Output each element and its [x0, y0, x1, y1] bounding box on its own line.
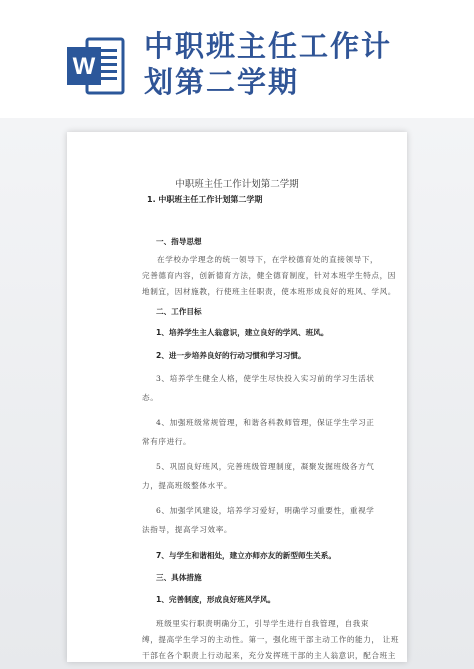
- word-document-icon: [65, 35, 127, 97]
- document-subtitle: 1. 中职班主任工作计划第二学期: [147, 195, 263, 204]
- list-item: 7、与学生和谐相处，建立亦师亦友的新型师生关系。: [156, 551, 336, 560]
- list-item-continuation: 常有序进行。: [142, 437, 192, 446]
- paragraph-line: 缚，提高学生学习的主动性。第一，强化班干部主动工作的能力， 让班: [142, 635, 400, 644]
- list-item: 4、加强班级常规管理，和谐各科教师管理，保证学生学习正: [156, 418, 375, 427]
- paragraph-line: 地制宜，因材施教，行使班主任职责，使本班形成良好的班风、学风。: [142, 287, 397, 296]
- paragraph-line: 班级里实行职责明确分工，引导学生进行自我管理，自我束: [156, 619, 370, 628]
- banner: [0, 0, 474, 118]
- document-title: 中职班主任工作计划第二学期: [175, 179, 299, 190]
- logo-letter: W: [72, 53, 96, 80]
- banner-title-line-1: 中职班主任工作计: [144, 29, 393, 63]
- section-heading: 二、工作目标: [156, 307, 202, 316]
- document-page: [67, 132, 407, 662]
- paragraph-line: 完善德育内容，创新德育方法，健全德育制度，针对本班学生特点，因: [142, 271, 397, 280]
- list-item: 5、巩固良好班风，完善班级管理制度，凝聚发掘班级各方气: [156, 462, 375, 471]
- list-item-continuation: 态。: [142, 393, 159, 402]
- paragraph-line: 干部在各个职责上行动起来，充分发挥班干部的主人翁意识，配合班主: [142, 651, 397, 660]
- section-heading: 一、指导思想: [156, 237, 202, 246]
- banner-title-line-2: 划第二学期: [144, 65, 300, 99]
- list-item-continuation: 力，提高班级整体水平。: [142, 481, 233, 490]
- list-item: 1、完善制度，形成良好班风学风。: [156, 595, 276, 604]
- list-item-continuation: 法指导，提高学习效率。: [142, 525, 233, 534]
- list-item: 3、培养学生健全人格，使学生尽快投入实习前的学习生活状: [156, 374, 375, 383]
- section-heading: 三、具体措施: [156, 573, 202, 582]
- list-item: 2、进一步培养良好的行动习惯和学习习惯。: [156, 351, 306, 360]
- list-item: 1、培养学生主人翁意识，建立良好的学风、班风。: [156, 328, 329, 337]
- paragraph-line: 在学校办学理念的统一领导下，在学校德育处的直接领导下，: [157, 255, 379, 264]
- list-item: 6、加强学风建设，培养学习爱好，明确学习重要性，重视学: [156, 506, 375, 515]
- banner-title: [144, 28, 444, 100]
